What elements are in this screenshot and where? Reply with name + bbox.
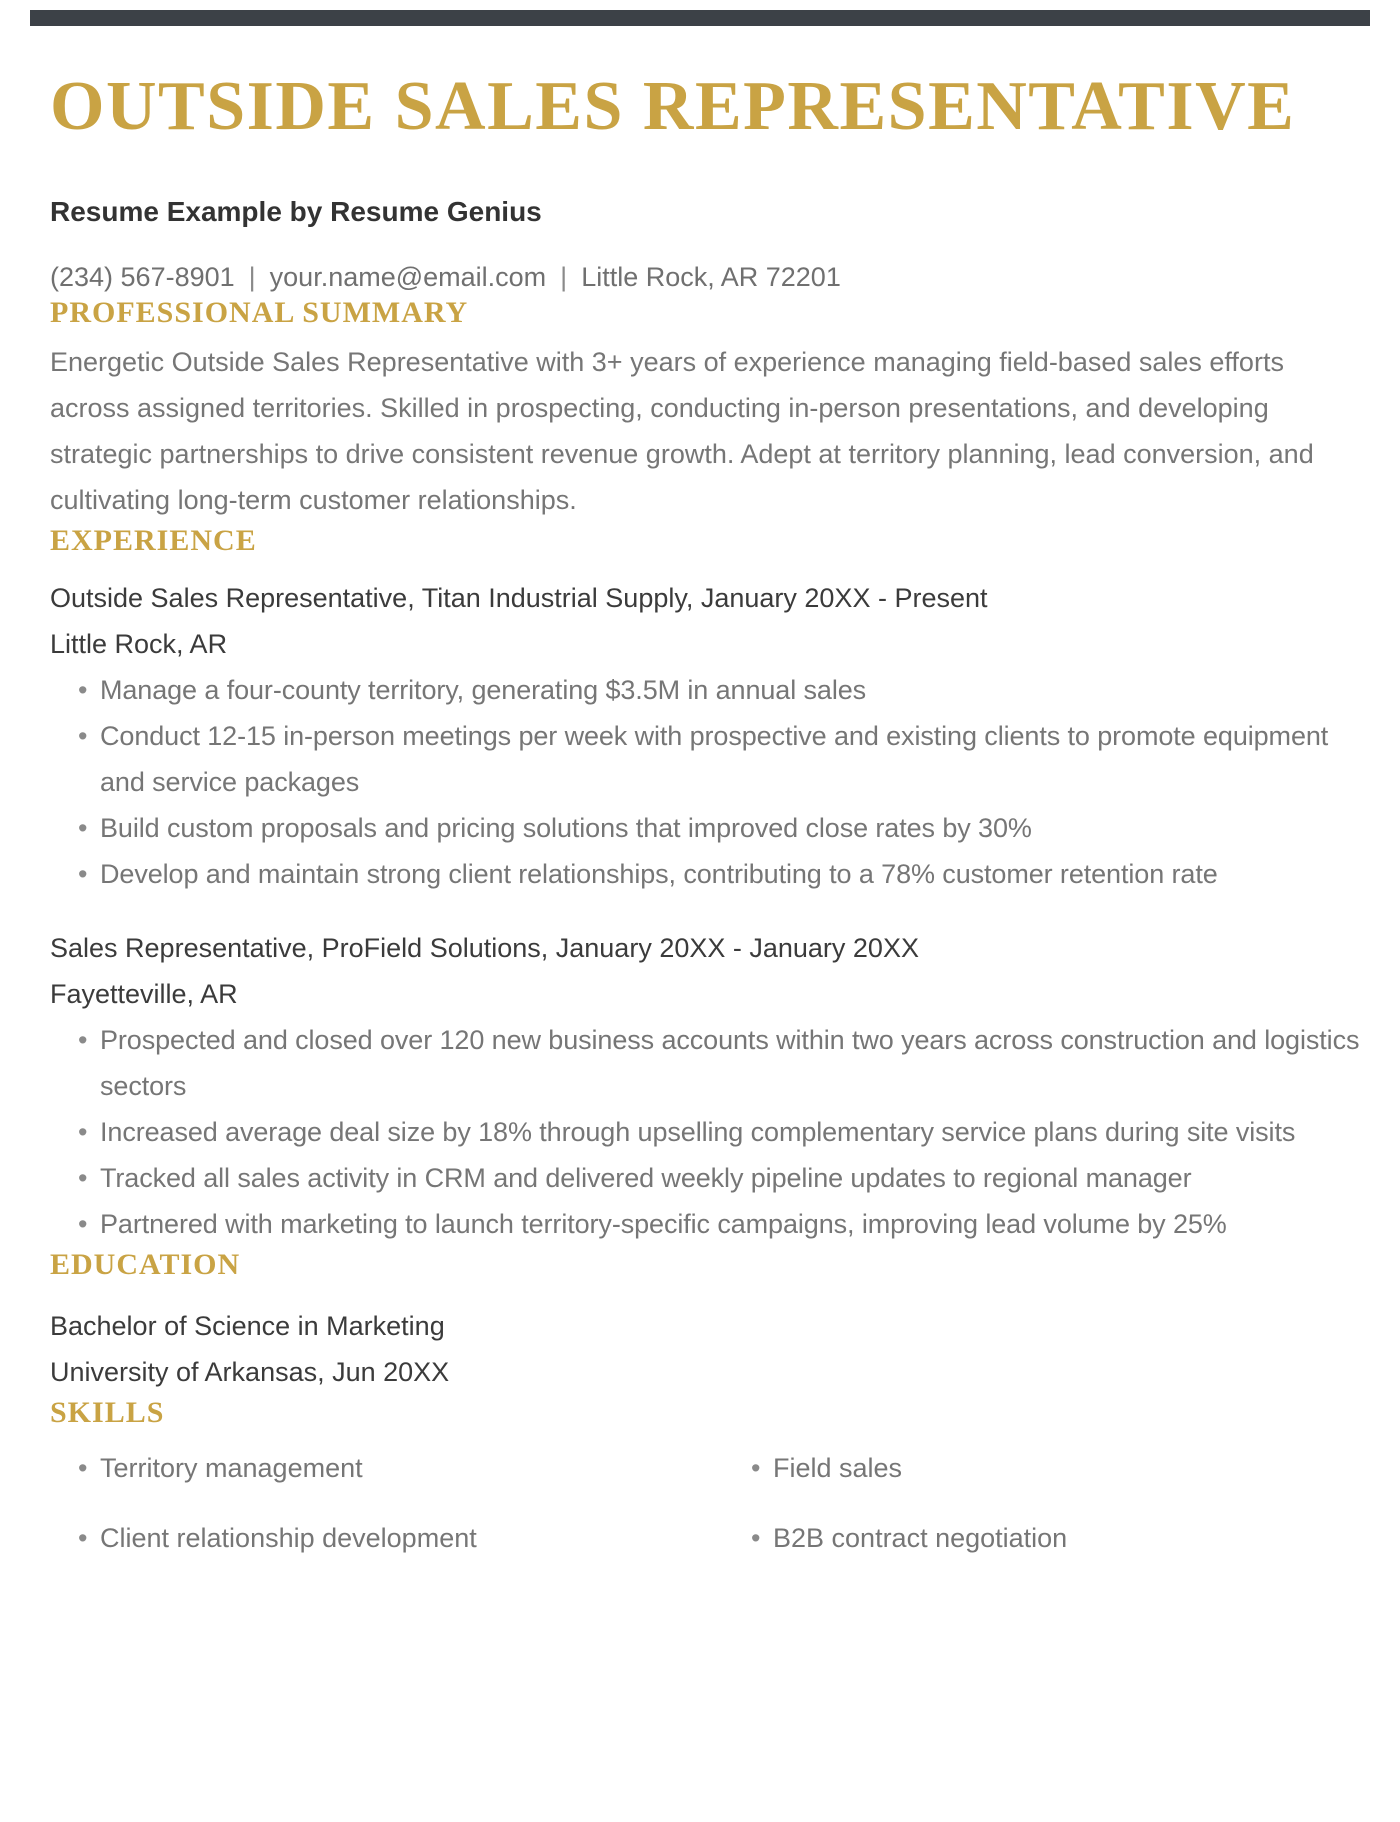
top-accent-bar: [30, 10, 1370, 26]
job-bullet: • Manage a four-county territory, generating $3.5M in annual sales: [50, 667, 1360, 713]
section-heading-education: EDUCATION: [50, 1248, 241, 1281]
job-bullet: • Increased average deal size by 18% through upselling complementary service plans during site visits: [50, 1109, 1360, 1155]
job-bullet: • Conduct 12-15 in-person meetings per week with prospective and existing clients to promote equipment and service packages: [50, 713, 1360, 805]
skills-list: [50, 1445, 1360, 1561]
job-bullets: [50, 1017, 1360, 1247]
skill-item: • Client relationship development: [50, 1515, 723, 1561]
resume-page: [0, 10, 1400, 1561]
job-entry: [50, 925, 1360, 1247]
section-heading-summary: PROFESSIONAL SUMMARY: [50, 296, 469, 329]
experience-jobs: [50, 575, 1360, 1247]
job-entry: [50, 575, 1360, 897]
resume-content: [0, 68, 1400, 1561]
job-bullet: • Build custom proposals and pricing solutions that improved close rates by 30%: [50, 805, 1360, 851]
contact-location: Little Rock, AR 72201: [581, 262, 841, 292]
job-location: Fayetteville, AR: [50, 979, 238, 1009]
job-title: Outside Sales Representative, Titan Industrial Supply, January 20XX - Present: [50, 583, 988, 613]
contact-separator: |: [248, 262, 256, 292]
job-bullets: [50, 667, 1360, 897]
job-bullet: • Develop and maintain strong client relationships, contributing to a 78% customer retention rate: [50, 851, 1360, 897]
job-bullet: • Tracked all sales activity in CRM and delivered weekly pipeline updates to regional manager: [50, 1155, 1360, 1201]
job-title: Sales Representative, ProField Solutions, January 20XX - January 20XX: [50, 933, 919, 963]
skill-item: • Field sales: [723, 1445, 1360, 1491]
section-heading-experience: EXPERIENCE: [50, 524, 257, 557]
contact-line: [50, 259, 1360, 295]
job-bullet: • Prospected and closed over 120 new business accounts within two years across construction and logistics sectors: [50, 1017, 1360, 1109]
contact-separator: |: [560, 262, 568, 292]
summary-text: Energetic Outside Sales Representative with 3+ years of experience managing field-based sales efforts across assigned territories. Skilled in prospecting, conducting in-person presentations, and developing strategic partnerships to drive consistent revenue growth. Adept at territory planning, lead conversion, and cultivating long-term customer relationships.: [50, 347, 1314, 515]
job-location: Little Rock, AR: [50, 629, 228, 659]
contact-email: your.name@email.com: [269, 262, 547, 292]
section-heading-skills: SKILLS: [50, 1396, 165, 1429]
page-title: OUTSIDE SALES REPRESENTATIVE: [50, 68, 1296, 145]
page-subtitle: Resume Example by Resume Genius: [50, 196, 542, 227]
education-school: University of Arkansas, Jun 20XX: [50, 1357, 450, 1387]
contact-phone: (234) 567-8901: [50, 262, 235, 292]
education-degree: Bachelor of Science in Marketing: [50, 1311, 445, 1341]
job-bullet: • Partnered with marketing to launch territory-specific campaigns, improving lead volume by 25%: [50, 1201, 1360, 1247]
skill-item: • Territory management: [50, 1445, 723, 1491]
education-entry: [50, 1303, 1360, 1395]
skill-item: • B2B contract negotiation: [723, 1515, 1360, 1561]
